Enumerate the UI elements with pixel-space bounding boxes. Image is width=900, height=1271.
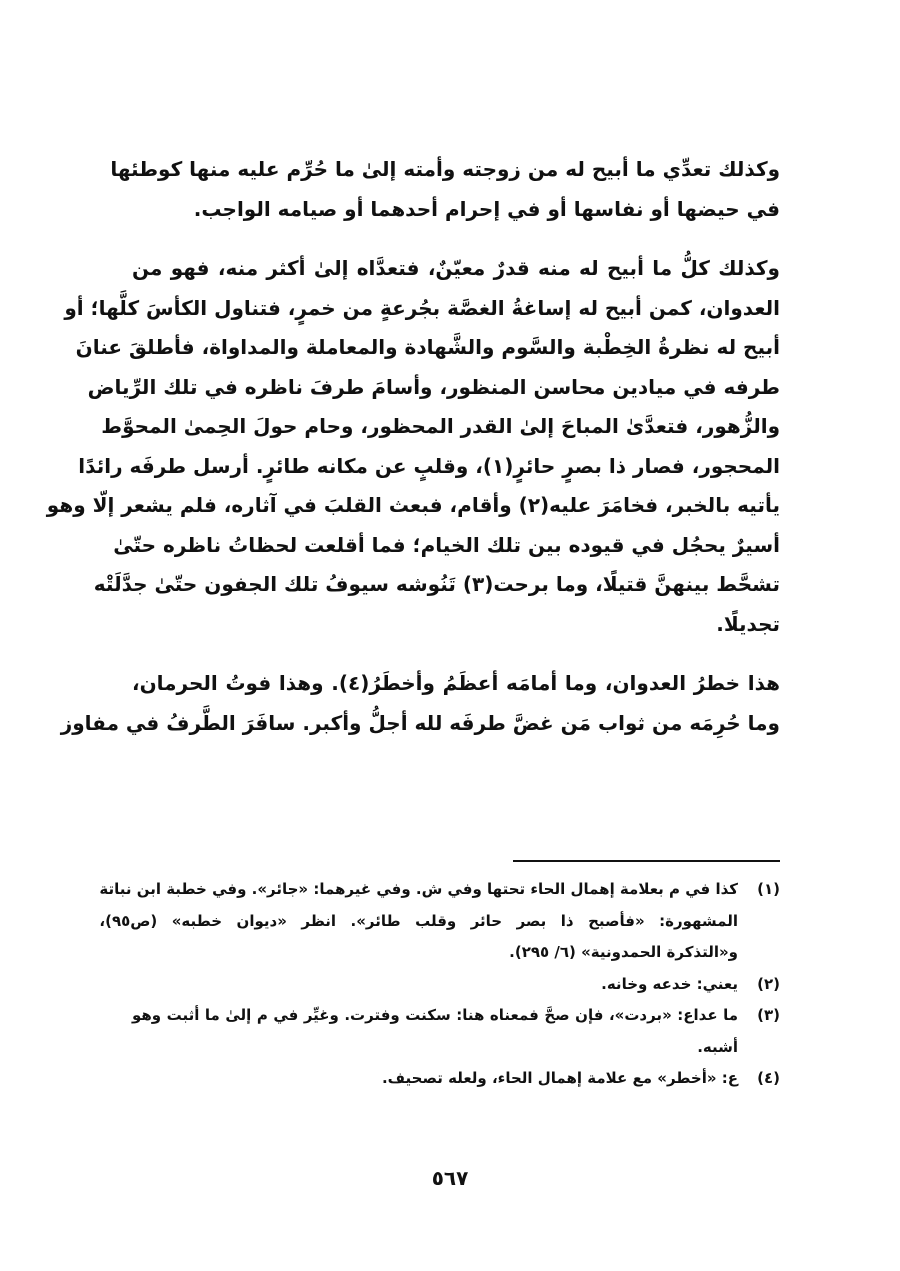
- footnote-line: و«التذكرة الحمدونية» (٦/ ٢٩٥).: [509, 943, 738, 961]
- footnote-number: (٢): [757, 974, 780, 993]
- footnotes: [99, 874, 780, 1095]
- text-line: يأتيه بالخبر، فخامَرَ عليه(٢) وأقام، فبعث القلبَ في آثاره، فلم يشعر إلّا وهو: [46, 493, 780, 517]
- footnote-line: أشبه.: [697, 1037, 738, 1056]
- text-line: في حيضها أو نفاسها أو في إحرام أحدهما أو صيامه الواجب.: [193, 196, 780, 221]
- text-line: تشحَّط بينهنَّ قتيلًا، وما برحت(٣) تَنُوشه سيوفُ تلك الجفون حتّىٰ جدَّلَتْه: [93, 572, 780, 596]
- footnote-1: [99, 874, 780, 969]
- footnote-line: المشهورة: «فأصبح ذا بصر حائر وقلب طائر». انظر «ديوان خطبه» (ص٩٥)،: [99, 911, 738, 930]
- text-line: العدوان، كمن أبيح له إساغةُ الغصَّة بجُرعةٍ من خمرٍ، فتناول الكأسَ كلَّها؛ أو: [64, 295, 780, 320]
- text-line: تجديلًا.: [716, 611, 780, 636]
- text-line: وكذلك تعدِّي ما أبيح له من زوجته وأمته إلىٰ ما حُرِّم عليه منها كوطئها: [110, 157, 780, 181]
- footnote-3: [132, 1000, 780, 1063]
- page-number: ٥٦٧: [431, 1166, 469, 1190]
- text-line: أبيح له نظرةُ الخِطْبة والسَّوم والشَّهادة والمعاملة والمداواة، فأطلقَ عنانَ: [75, 335, 780, 359]
- text-line: وكذلك كلُّ ما أبيح له منه قدرٌ معيّنٌ، فتعدَّاه إلىٰ أكثر منه، فهو من: [132, 256, 780, 280]
- footnote-line: ع: «أخطر» مع علامة إهمال الحاء، ولعله تصحيف.: [381, 1069, 738, 1087]
- footnote-4: [132, 1063, 780, 1095]
- main-text: [46, 150, 780, 763]
- footnote-number: (١): [757, 880, 780, 898]
- footnote-number: (٣): [757, 1006, 780, 1024]
- paragraph-1: [110, 150, 780, 229]
- paragraph-3: [60, 664, 780, 743]
- footnote-number: (٤): [757, 1069, 780, 1087]
- text-line: والزُّهور، فتعدَّىٰ المباحَ إلىٰ القدر المحظور، وحام حولَ الحِمىٰ المحوَّط: [101, 414, 780, 438]
- text-line: أسيرٌ يحجُل في قيوده بين تلك الخيام؛ فما أقلعت لحظاتُ ناظره حتّىٰ: [113, 532, 780, 557]
- footnote-line: ما عداع: «بردت»، فإن صحَّ فمعناه هنا: سكنت وفترت. وغيِّر في م إلىٰ ما أثبت وهو: [132, 1006, 738, 1024]
- text-line: المحجور، فصار ذا بصرٍ حائرٍ(١)، وقلبٍ عن مكانه طائرٍ. أرسل طرفَه رائدًا: [78, 453, 780, 478]
- paragraph-2: [46, 249, 780, 644]
- footnote-separator: [513, 860, 780, 862]
- text-line: وما حُرِمَه من ثواب مَن غضَّ طرفَه لله أجلُّ وأكبر. سافَرَ الطَّرفُ في مفاوز: [60, 710, 780, 735]
- text-line: هذا خطرُ العدوان، وما أمامَه أعظَمُ وأخطَرُ(٤). وهذا فوتُ الحرمان،: [132, 671, 780, 695]
- footnote-line: كذا في م بعلامة إهمال الحاء تحتها وفي ش. وفي غيرهما: «جائر». وفي خطبة ابن نباتة: [99, 880, 738, 898]
- footnote-2: [132, 969, 780, 1001]
- footnote-line: يعني: خدعه وخانه.: [601, 974, 738, 993]
- text-line: طرفه في ميادين محاسن المنظور، وأسامَ طرفَ ناظره في تلك الرِّياض: [87, 374, 780, 399]
